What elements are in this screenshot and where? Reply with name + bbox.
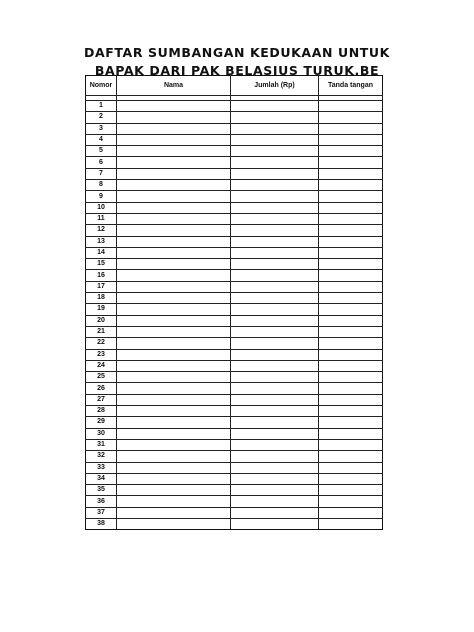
table-row (86, 304, 383, 315)
tanda-tangan-cell[interactable] (319, 191, 383, 202)
jumlah-cell[interactable] (231, 225, 319, 236)
nama-cell[interactable] (117, 134, 231, 145)
nama-cell[interactable] (117, 326, 231, 337)
jumlah-cell[interactable] (231, 247, 319, 258)
jumlah-cell[interactable] (231, 394, 319, 405)
jumlah-cell[interactable] (231, 518, 319, 529)
table-row (86, 451, 383, 462)
jumlah-cell[interactable] (231, 191, 319, 202)
nama-cell[interactable] (117, 270, 231, 281)
row-number-cell: 12 (86, 225, 117, 236)
nama-cell[interactable] (117, 180, 231, 191)
jumlah-cell[interactable] (231, 439, 319, 450)
nama-cell[interactable] (117, 473, 231, 484)
tanda-tangan-cell[interactable] (319, 304, 383, 315)
header-tanda-tangan: Tanda tangan (319, 76, 383, 96)
row-number-cell: 36 (86, 496, 117, 507)
nama-cell[interactable] (117, 417, 231, 428)
nama-cell[interactable] (117, 168, 231, 179)
nama-cell[interactable] (117, 101, 231, 112)
row-number-cell: 5 (86, 146, 117, 157)
jumlah-cell[interactable] (231, 473, 319, 484)
jumlah-cell[interactable] (231, 462, 319, 473)
nama-cell[interactable] (117, 281, 231, 292)
table-row (86, 315, 383, 326)
jumlah-cell[interactable] (231, 383, 319, 394)
jumlah-cell[interactable] (231, 406, 319, 417)
tanda-tangan-cell[interactable] (319, 213, 383, 224)
jumlah-cell[interactable] (231, 123, 319, 134)
nama-cell[interactable] (117, 247, 231, 258)
table-row (86, 383, 383, 394)
tanda-tangan-cell[interactable] (319, 372, 383, 383)
table-row (86, 507, 383, 518)
tanda-tangan-cell[interactable] (319, 225, 383, 236)
row-number-cell: 6 (86, 157, 117, 168)
jumlah-cell[interactable] (231, 168, 319, 179)
nama-cell[interactable] (117, 315, 231, 326)
tanda-tangan-cell[interactable] (319, 281, 383, 292)
nama-cell[interactable] (117, 349, 231, 360)
row-number-cell: 26 (86, 383, 117, 394)
nama-cell[interactable] (117, 451, 231, 462)
row-number-cell: 35 (86, 485, 117, 496)
header-jumlah: Jumlah (Rp) (231, 76, 319, 96)
row-number-cell: 7 (86, 168, 117, 179)
jumlah-cell[interactable] (231, 507, 319, 518)
nama-cell[interactable] (117, 383, 231, 394)
tanda-tangan-cell[interactable] (319, 168, 383, 179)
table-row (86, 270, 383, 281)
jumlah-cell[interactable] (231, 485, 319, 496)
nama-cell[interactable] (117, 462, 231, 473)
row-number-cell: 2 (86, 112, 117, 123)
row-number-cell: 22 (86, 338, 117, 349)
row-number-cell: 9 (86, 191, 117, 202)
tanda-tangan-cell[interactable] (319, 496, 383, 507)
tanda-tangan-cell[interactable] (319, 134, 383, 145)
jumlah-cell[interactable] (231, 304, 319, 315)
table-row (86, 259, 383, 270)
nama-cell[interactable] (117, 360, 231, 371)
tanda-tangan-cell[interactable] (319, 451, 383, 462)
nama-cell[interactable] (117, 304, 231, 315)
jumlah-cell[interactable] (231, 293, 319, 304)
row-number-cell: 15 (86, 259, 117, 270)
row-number-cell: 10 (86, 202, 117, 213)
table-row (86, 225, 383, 236)
row-number-cell: 18 (86, 293, 117, 304)
row-number-cell: 37 (86, 507, 117, 518)
tanda-tangan-cell[interactable] (319, 338, 383, 349)
row-number-cell: 14 (86, 247, 117, 258)
tanda-tangan-cell[interactable] (319, 360, 383, 371)
tanda-tangan-cell[interactable] (319, 417, 383, 428)
table-body (86, 96, 383, 530)
tanda-tangan-cell[interactable] (319, 259, 383, 270)
tanda-tangan-cell[interactable] (319, 428, 383, 439)
tanda-tangan-cell[interactable] (319, 236, 383, 247)
table-row (86, 202, 383, 213)
row-number-cell: 29 (86, 417, 117, 428)
nama-cell[interactable] (117, 485, 231, 496)
table-row (86, 473, 383, 484)
table-row (86, 123, 383, 134)
nama-cell[interactable] (117, 112, 231, 123)
jumlah-cell[interactable] (231, 112, 319, 123)
header-row (86, 76, 383, 96)
tanda-tangan-cell[interactable] (319, 270, 383, 281)
table-row (86, 146, 383, 157)
nama-cell[interactable] (117, 507, 231, 518)
title-line-2: BAPAK DARI PAK BELASIUS TURUK.BE (94, 63, 380, 78)
table-row (86, 462, 383, 473)
jumlah-cell[interactable] (231, 270, 319, 281)
nama-cell[interactable] (117, 259, 231, 270)
table-row (86, 417, 383, 428)
jumlah-cell[interactable] (231, 213, 319, 224)
table-row (86, 338, 383, 349)
jumlah-cell[interactable] (231, 428, 319, 439)
tanda-tangan-cell[interactable] (319, 349, 383, 360)
row-number-cell: 38 (86, 518, 117, 529)
table-row (86, 180, 383, 191)
tanda-tangan-cell[interactable] (319, 146, 383, 157)
row-number-cell: 21 (86, 326, 117, 337)
nama-cell[interactable] (117, 496, 231, 507)
table-row (86, 101, 383, 112)
row-number-cell: 13 (86, 236, 117, 247)
jumlah-cell[interactable] (231, 496, 319, 507)
table-row (86, 496, 383, 507)
nama-cell[interactable] (117, 293, 231, 304)
tanda-tangan-cell[interactable] (319, 473, 383, 484)
tanda-tangan-cell[interactable] (319, 247, 383, 258)
nama-cell[interactable] (117, 518, 231, 529)
tanda-tangan-cell[interactable] (319, 101, 383, 112)
row-number-cell: 19 (86, 304, 117, 315)
nama-cell[interactable] (117, 202, 231, 213)
nama-cell[interactable] (117, 123, 231, 134)
nama-cell[interactable] (117, 406, 231, 417)
jumlah-cell[interactable] (231, 338, 319, 349)
row-number-cell: 11 (86, 213, 117, 224)
table-row (86, 428, 383, 439)
nama-cell[interactable] (117, 236, 231, 247)
row-number-cell: 23 (86, 349, 117, 360)
row-number-cell: 16 (86, 270, 117, 281)
table-row (86, 281, 383, 292)
row-number-cell: 20 (86, 315, 117, 326)
tanda-tangan-cell[interactable] (319, 123, 383, 134)
tanda-tangan-cell[interactable] (319, 462, 383, 473)
title-line-1: DAFTAR SUMBANGAN KEDUKAAN UNTUK (84, 45, 390, 60)
header-nama: Nama (117, 76, 231, 96)
nama-cell[interactable] (117, 394, 231, 405)
jumlah-cell[interactable] (231, 326, 319, 337)
tanda-tangan-cell[interactable] (319, 406, 383, 417)
table-row (86, 236, 383, 247)
row-number-cell: 25 (86, 372, 117, 383)
row-number-cell: 8 (86, 180, 117, 191)
table-row (86, 394, 383, 405)
row-number-cell: 32 (86, 451, 117, 462)
jumlah-cell[interactable] (231, 236, 319, 247)
header-nomor: Nomor (86, 76, 117, 96)
table-row (86, 134, 383, 145)
nama-cell[interactable] (117, 439, 231, 450)
row-number-cell: 28 (86, 406, 117, 417)
table-row (86, 157, 383, 168)
tanda-tangan-cell[interactable] (319, 293, 383, 304)
tanda-tangan-cell[interactable] (319, 439, 383, 450)
tanda-tangan-cell[interactable] (319, 383, 383, 394)
row-number-cell: 33 (86, 462, 117, 473)
table-row (86, 247, 383, 258)
tanda-tangan-cell[interactable] (319, 507, 383, 518)
jumlah-cell[interactable] (231, 451, 319, 462)
nama-cell[interactable] (117, 213, 231, 224)
jumlah-cell[interactable] (231, 281, 319, 292)
nama-cell[interactable] (117, 338, 231, 349)
nama-cell[interactable] (117, 372, 231, 383)
jumlah-cell[interactable] (231, 360, 319, 371)
jumlah-cell[interactable] (231, 315, 319, 326)
table-row (86, 112, 383, 123)
table-row (86, 518, 383, 529)
row-number-cell: 31 (86, 439, 117, 450)
row-number-cell: 1 (86, 101, 117, 112)
row-number-cell: 34 (86, 473, 117, 484)
jumlah-cell[interactable] (231, 180, 319, 191)
table-row (86, 372, 383, 383)
tanda-tangan-cell[interactable] (319, 394, 383, 405)
jumlah-cell[interactable] (231, 202, 319, 213)
tanda-tangan-cell[interactable] (319, 518, 383, 529)
jumlah-cell[interactable] (231, 157, 319, 168)
tanda-tangan-cell[interactable] (319, 157, 383, 168)
table-row (86, 360, 383, 371)
jumlah-cell[interactable] (231, 349, 319, 360)
jumlah-cell[interactable] (231, 259, 319, 270)
jumlah-cell[interactable] (231, 372, 319, 383)
tanda-tangan-cell[interactable] (319, 326, 383, 337)
row-number-cell: 24 (86, 360, 117, 371)
row-number-cell: 4 (86, 134, 117, 145)
jumlah-cell[interactable] (231, 134, 319, 145)
table-row (86, 293, 383, 304)
nama-cell[interactable] (117, 191, 231, 202)
nama-cell[interactable] (117, 225, 231, 236)
row-number-cell: 30 (86, 428, 117, 439)
table-row (86, 439, 383, 450)
tanda-tangan-cell[interactable] (319, 315, 383, 326)
table-row (86, 326, 383, 337)
table-row (86, 406, 383, 417)
tanda-tangan-cell[interactable] (319, 180, 383, 191)
tanda-tangan-cell[interactable] (319, 485, 383, 496)
table-row (86, 213, 383, 224)
tanda-tangan-cell[interactable] (319, 112, 383, 123)
nama-cell[interactable] (117, 157, 231, 168)
row-number-cell: 3 (86, 123, 117, 134)
donation-table (85, 75, 383, 530)
row-number-cell: 27 (86, 394, 117, 405)
jumlah-cell[interactable] (231, 146, 319, 157)
jumlah-cell[interactable] (231, 417, 319, 428)
row-number-cell: 17 (86, 281, 117, 292)
table-row (86, 485, 383, 496)
nama-cell[interactable] (117, 428, 231, 439)
table-row (86, 191, 383, 202)
tanda-tangan-cell[interactable] (319, 202, 383, 213)
table-row (86, 168, 383, 179)
jumlah-cell[interactable] (231, 101, 319, 112)
nama-cell[interactable] (117, 146, 231, 157)
table-row (86, 349, 383, 360)
